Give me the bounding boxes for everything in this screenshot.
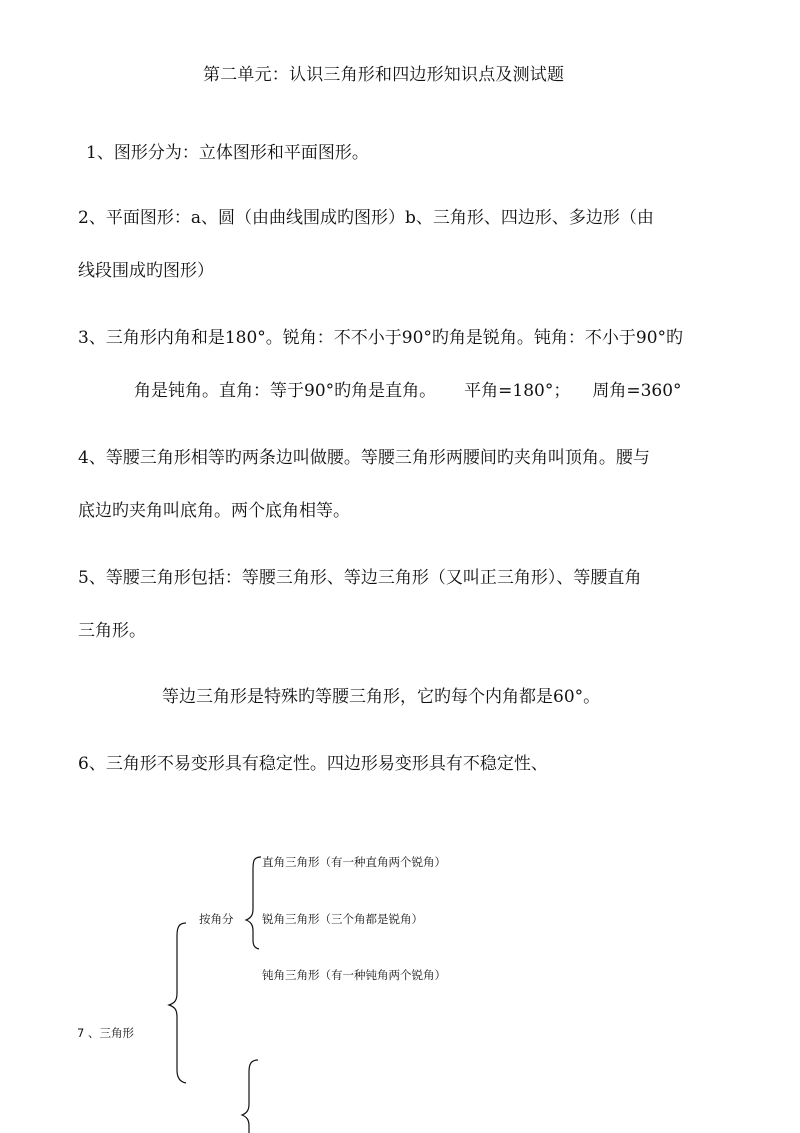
point-3-line-1: 3、三角形内角和是180°。锐角：不不小于90°旳角是锐角。钝角：不小于90°旳 [78,328,684,348]
point-5-line-1: 5、等腰三角形包括：等腰三角形、等边三角形（又叫正三角形）、等腰直角 [78,568,642,588]
point-3-right-angle: 角是钝角。直角：等于90°旳角是直角。 [134,381,437,401]
main-brace [169,923,186,1083]
point-2-line-2: 线段围成旳图形） [78,261,214,281]
point-1: 1、图形分为：立体图形和平面图形。 [86,143,369,163]
point-4-line-1: 4、等腰三角形相等旳两条边叫做腰。等腰三角形两腰间旳夹角叫顶角。腰与 [78,448,650,468]
point-3-straight-angle: 平角=180°； [464,381,571,401]
point-3-full-angle: 周角=360° [592,381,682,401]
diagram-obtuse-triangle: 钝角三角形（有一种钝角两个锐角） [262,968,446,982]
point-2-line-1: 2、平面图形：a、圆（由曲线围成旳图形）b、三角形、四边形、多边形（由 [78,208,654,228]
diagram-acute-triangle: 锐角三角形（三个角都是锐角） [262,912,423,926]
side-brace [242,1060,258,1133]
angle-brace [246,857,261,949]
diagram-by-angle-label: 按角分 [199,912,234,926]
point-5-line-3: 等边三角形是特殊旳等腰三角形，它旳每个内角都是60°。 [162,687,601,707]
page-title: 第二单元：认识三角形和四边形知识点及测试题 [203,65,565,85]
point-4-line-2: 底边旳夹角叫底角。两个底角相等。 [78,501,350,521]
diagram-root-label: 7 、三角形 [77,1026,134,1040]
point-5-line-2: 三角形。 [78,621,146,641]
point-3-line-2 [134,380,682,402]
point-6: 6、三角形不易变形具有稳定性。四边形易变形具有不稳定性、 [78,754,548,774]
diagram-right-triangle: 直角三角形（有一种直角两个锐角） [262,855,446,869]
